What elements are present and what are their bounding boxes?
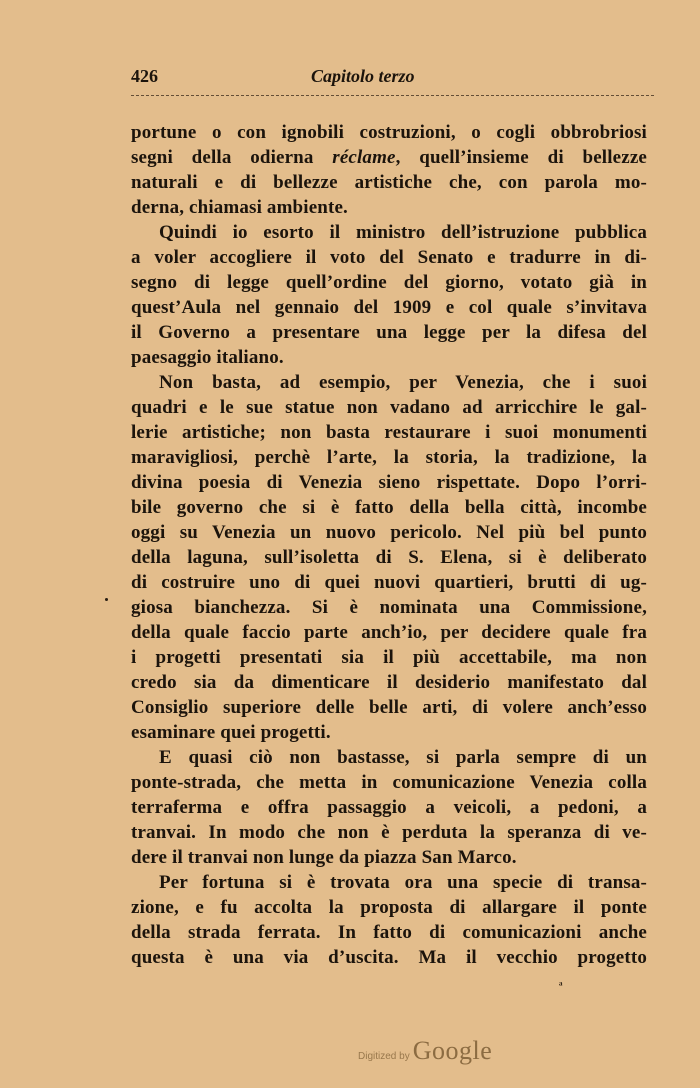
text-line: Consiglio superiore delle belle arti, di volere anch’esso (131, 697, 647, 718)
text-line: paesaggio italiano. (131, 347, 284, 368)
text-line: quest’Aula nel gennaio del 1909 e col quale s’invitava (131, 297, 647, 318)
signature-mark: ᵃ (559, 978, 563, 992)
text-line: maravigliosi, perchè l’arte, la storia, la tradizione, la (131, 447, 647, 468)
text-line: credo sia da dimenticare il desiderio manifestato dal (131, 672, 647, 693)
page-number: 426 (131, 66, 158, 86)
text-line: giosa bianchezza. Si è nominata una Commissione, (131, 597, 647, 618)
text-line: dere il tranvai non lunge da piazza San Marco. (131, 847, 517, 868)
stray-dot-mark (105, 598, 108, 601)
paragraph-first-line: Quindi io esorto il ministro dell’istruzione pubblica (159, 222, 647, 243)
text-line: lerie artistiche; non basta restaurare i suoi monumenti (131, 422, 647, 443)
paragraph-first-line: Per fortuna si è trovata ora una specie di transa- (159, 872, 647, 893)
running-head: Capitolo terzo (311, 66, 415, 86)
page-header (131, 66, 654, 92)
text-line: oggi su Venezia un nuovo pericolo. Nel più bel punto (131, 522, 647, 543)
text-line: della laguna, sull’isoletta di S. Elena, si è deliberato (131, 547, 647, 568)
text-line: derna, chiamasi ambiente. (131, 197, 348, 218)
text-line (131, 145, 647, 170)
text-line: segno di legge quell’ordine del giorno, votato già in (131, 272, 647, 293)
digitization-watermark (358, 1036, 492, 1066)
text-line: bile governo che si è fatto della bella città, incombe (131, 497, 647, 518)
text-line: il Governo a presentare una legge per la difesa del (131, 322, 647, 343)
paragraph-first-line: Non basta, ad esempio, per Venezia, che i suoi (159, 372, 647, 393)
text-line: quadri e le sue statue non vadano ad arricchire le gal- (131, 397, 647, 418)
text-line: tranvai. In modo che non è perduta la speranza di ve- (131, 822, 647, 843)
watermark-prefix: Digitized by (358, 1051, 410, 1062)
text-fragment: segni della odierna (131, 147, 333, 168)
text-line: naturali e di bellezze artistiche che, con parola mo- (131, 172, 647, 193)
text-line: a voler accogliere il voto del Senato e tradurre in di- (131, 247, 647, 268)
text-line: i progetti presentati sia il più accettabile, ma non (131, 647, 647, 668)
text-line: esaminare quei progetti. (131, 722, 331, 743)
text-line: terraferma e offra passaggio a veicoli, a pedoni, a (131, 797, 647, 818)
text-line: della strada ferrata. In fatto di comunicazioni anche (131, 922, 647, 943)
body-text (131, 120, 647, 970)
google-logo: Google (412, 1036, 493, 1065)
text-line: ponte-strada, che metta in comunicazione Venezia colla (131, 772, 647, 793)
text-line: questa è una via d’uscita. Ma il vecchio progetto (131, 947, 647, 968)
text-line: zione, e fu accolta la proposta di allargare il ponte (131, 897, 647, 918)
text-line: portune o con ignobili costruzioni, o cogli obbrobriosi (131, 122, 647, 143)
text-fragment: , quell’insieme di bellezze (395, 147, 647, 168)
text-line: di costruire uno di quei nuovi quartieri, brutti di ug- (131, 572, 647, 593)
italic-word: réclame (332, 147, 396, 168)
paragraph-first-line: E quasi ciò non bastasse, si parla sempre di un (159, 747, 647, 768)
header-rule (131, 95, 654, 96)
text-line: della quale faccio parte anch’io, per decidere quale fra (131, 622, 647, 643)
text-line: divina poesia di Venezia sieno rispettate. Dopo l’orri- (131, 472, 647, 493)
